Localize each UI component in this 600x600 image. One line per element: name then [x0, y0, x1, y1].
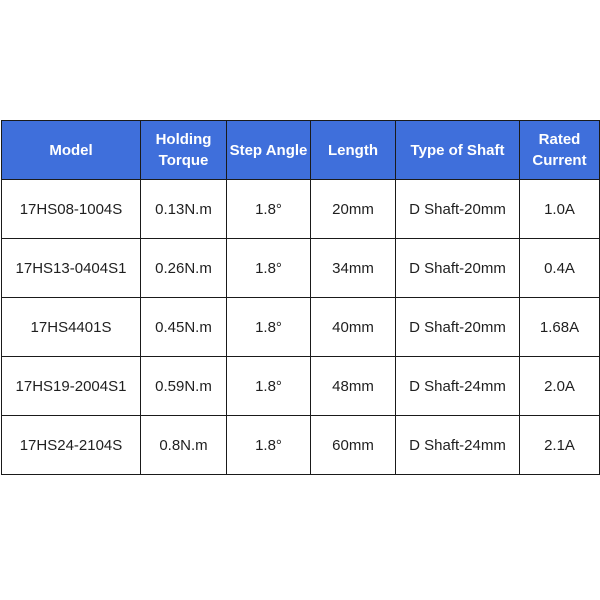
cell-step-angle: 1.8° — [227, 298, 311, 357]
cell-holding-torque: 0.26N.m — [141, 239, 227, 298]
table-row — [2, 298, 600, 357]
cell-type-of-shaft: D Shaft-24mm — [396, 416, 520, 475]
cell-step-angle: 1.8° — [227, 416, 311, 475]
header-rated-current — [520, 121, 600, 180]
cell-type-of-shaft: D Shaft-20mm — [396, 298, 520, 357]
cell-length: 20mm — [311, 180, 396, 239]
cell-step-angle: 1.8° — [227, 357, 311, 416]
table-row — [2, 416, 600, 475]
cell-length: 40mm — [311, 298, 396, 357]
table-row — [2, 180, 600, 239]
header-type-of-shaft — [396, 121, 520, 180]
cell-type-of-shaft: D Shaft-20mm — [396, 180, 520, 239]
cell-holding-torque: 0.13N.m — [141, 180, 227, 239]
cell-model: 17HS19-2004S1 — [2, 357, 141, 416]
header-model — [2, 121, 141, 180]
cell-length: 48mm — [311, 357, 396, 416]
header-step-angle-label: Step Angle — [229, 141, 308, 159]
cell-rated-current: 0.4A — [520, 239, 600, 298]
header-length-label: Length — [328, 141, 378, 159]
cell-holding-torque: 0.45N.m — [141, 298, 227, 357]
header-holding-torque-line-2: Torque — [158, 152, 209, 169]
header-model-label: Model — [49, 141, 93, 159]
cell-model: 17HS13-0404S1 — [2, 239, 141, 298]
cell-step-angle: 1.8° — [227, 180, 311, 239]
table-header — [2, 121, 600, 180]
header-rated-current-line-2: Current — [532, 152, 587, 169]
header-step-angle — [227, 121, 311, 180]
cell-rated-current: 2.1A — [520, 416, 600, 475]
cell-type-of-shaft: D Shaft-20mm — [396, 239, 520, 298]
header-holding-torque — [141, 121, 227, 180]
header-holding-torque-line-1: Holding — [155, 131, 212, 148]
cell-rated-current: 2.0A — [520, 357, 600, 416]
cell-holding-torque: 0.8N.m — [141, 416, 227, 475]
header-row — [2, 121, 600, 180]
header-type-of-shaft-label: Type of Shaft — [410, 141, 505, 159]
cell-step-angle: 1.8° — [227, 239, 311, 298]
cell-type-of-shaft: D Shaft-24mm — [396, 357, 520, 416]
cell-rated-current: 1.0A — [520, 180, 600, 239]
spec-table — [1, 120, 600, 475]
table-body — [2, 180, 600, 475]
table-row — [2, 239, 600, 298]
header-length — [311, 121, 396, 180]
cell-model: 17HS4401S — [2, 298, 141, 357]
cell-holding-torque: 0.59N.m — [141, 357, 227, 416]
cell-rated-current: 1.68A — [520, 298, 600, 357]
cell-length: 60mm — [311, 416, 396, 475]
header-rated-current-line-1: Rated — [538, 131, 581, 148]
cell-length: 34mm — [311, 239, 396, 298]
cell-model: 17HS08-1004S — [2, 180, 141, 239]
cell-model: 17HS24-2104S — [2, 416, 141, 475]
table-row — [2, 357, 600, 416]
